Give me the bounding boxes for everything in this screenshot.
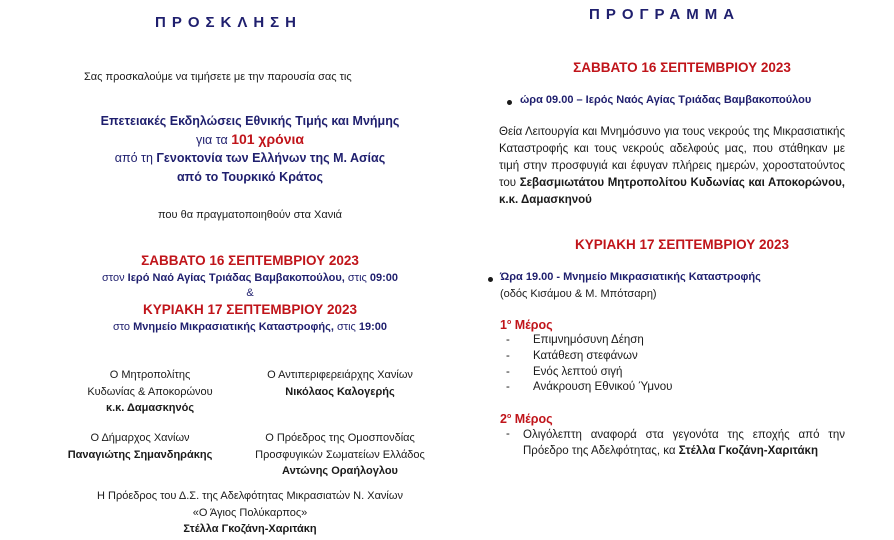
invitation-day1-place: [50, 272, 450, 284]
signatory-metropolitan: [50, 367, 250, 417]
signatory-federation-president: [225, 430, 455, 480]
part2-label: Μέρος: [511, 412, 553, 426]
programme-sunday-item: Ώρα 19.00 - Μνημείο Μικρασιατικής Καταστροφής: [500, 271, 761, 283]
signatory-role: «Ο Άγιος Πολύκαρπος»: [192, 506, 308, 519]
day1-time: 09:00: [369, 272, 399, 284]
signatory-role: Ο Μητροπολίτης: [109, 369, 191, 381]
programme-saturday-heading: ΣΑΒΒΑΤΟ 16 ΣΕΠΤΕΜΒΡΙΟΥ 2023: [573, 60, 791, 75]
part1-item-text: Ενός λεπτού σιγή: [533, 366, 623, 378]
signatory-brotherhood-president: [40, 488, 460, 538]
bullet-icon: [507, 100, 512, 105]
event-line3-bold: Γενοκτονία των Ελλήνων της Μ. Ασίας: [156, 151, 386, 165]
invitation-day2-place: [50, 321, 450, 333]
day2-time: 19:00: [358, 321, 388, 333]
part2-sup: ο: [506, 412, 512, 420]
day1-place: Ιερό Ναό Αγίας Τριάδας Βαμβακοπούλου,: [127, 272, 345, 284]
anniversary-highlight: 101 χρόνια: [231, 131, 304, 147]
day1-place-prefix: στον: [101, 272, 128, 284]
dash-icon: -: [506, 381, 510, 393]
programme-sunday-address: (οδός Κισάμου & Μ. Μπότσαρη): [500, 288, 657, 300]
bullet-icon: [488, 277, 493, 282]
invitation-day2: ΚΥΡΙΑΚΗ 17 ΣΕΠΤΕΜΒΡΙΟΥ 2023: [142, 302, 358, 317]
signatory-name: κ.κ. Δαμασκηνός: [105, 402, 195, 414]
part2-item-text: [523, 427, 845, 459]
event-line2-prefix: για τα: [196, 133, 232, 147]
programme-title: ΠΡΟΓΡΑΜΜΑ: [589, 6, 741, 23]
description-plain: Θεία Λειτουργία και Μνημόσυνο για τους νεκρούς της Μικρασιατικής Καταστροφής και τους νεκρούς αδελφούς μας, που στάθηκαν με τιμή στην προσφυγιά και έφυγαν πλήρεις ημερών, χοροστατούντος του: [499, 126, 845, 189]
ampersand: &: [246, 287, 254, 299]
event-line3-prefix: από τη: [114, 151, 157, 165]
event-title-line3: [50, 151, 450, 165]
signatory-name: Νικόλαος Καλογερής: [285, 385, 395, 398]
signatory-name: Αντώνης Οραήλογλου: [282, 465, 398, 477]
dash-icon: -: [506, 350, 510, 362]
part1-heading: [500, 318, 553, 332]
day1-time-prefix: στις: [344, 272, 370, 284]
invitation-day1: ΣΑΒΒΑΤΟ 16 ΣΕΠΤΕΜΒΡΙΟΥ 2023: [141, 253, 359, 268]
description-bold: Σεβασμιωτάτου Μητροπολίτου Κυδωνίας και Αποκορώνου, κ.κ. Δαμασκηνού: [499, 177, 845, 206]
part1-sup: ο: [506, 318, 512, 326]
event-title-line1: Επετειακές Εκδηλώσεις Εθνικής Τιμής και Μνήμης: [100, 114, 400, 128]
part1-item-text: Ανάκρουση Εθνικού Ύμνου: [533, 381, 673, 393]
programme-saturday-item: ώρα 09.00 – Ιερός Ναός Αγίας Τριάδας Βαμβακοπούλου: [520, 94, 812, 106]
signatory-role: Κυδωνίας & Αποκορώνου: [87, 385, 213, 398]
invitation-intro: Σας προσκαλούμε να τιμήσετε με την παρουσία σας τις: [84, 71, 352, 83]
day2-time-prefix: στις: [333, 321, 359, 333]
signatory-role: Προσφυγικών Σωματείων Ελλάδος: [255, 448, 425, 461]
part2-number: 2: [500, 412, 507, 426]
signatory-mayor: [40, 430, 240, 463]
part1-item-text: Επιμνημόσυνη Δέηση: [533, 334, 644, 346]
event-title-line2: [50, 131, 450, 147]
part2-heading: [500, 412, 553, 426]
signatory-name: Στέλλα Γκοζάνη-Χαριτάκη: [183, 523, 317, 535]
dash-icon: -: [506, 366, 510, 378]
programme-saturday-description: [499, 124, 845, 209]
signatory-role: Η Πρόεδρος του Δ.Σ. της Αδελφότητας Μικρασιατών Ν. Χανίων: [97, 490, 403, 502]
signatory-role: Ο Δήμαρχος Χανίων: [90, 432, 190, 444]
day2-place: Μνημείο Μικρασιατικής Καταστροφής,: [133, 321, 334, 333]
part1-label: Μέρος: [511, 318, 553, 332]
location-intro: που θα πραγματοποιηθούν στα Χανιά: [157, 209, 343, 221]
dash-icon: -: [506, 334, 510, 346]
dash-icon: -: [506, 428, 510, 440]
signatory-name: Παναγιώτης Σημανδηράκης: [67, 448, 213, 461]
signatory-role: Ο Αντιπεριφερειάρχης Χανίων: [267, 369, 413, 381]
programme-sunday-heading: ΚΥΡΙΑΚΗ 17 ΣΕΠΤΕΜΒΡΙΟΥ 2023: [574, 237, 790, 252]
part1-item-text: Κατάθεση στεφάνων: [533, 350, 638, 362]
event-title-line4: από το Τουρκικό Κράτος: [177, 170, 323, 184]
day2-place-prefix: στο: [112, 321, 134, 333]
part2-plain: Ολιγόλεπτη αναφορά στα γεγονότα της εποχής από την Πρόεδρο της Αδελφότητας, κα: [523, 429, 845, 457]
invitation-title: ΠΡΟΣΚΛΗΣΗ: [155, 14, 303, 31]
signatory-deputy-governor: [240, 367, 440, 400]
part2-bold: Στέλλα Γκοζάνη-Χαριτάκη: [678, 445, 818, 457]
part1-number: 1: [500, 318, 507, 332]
signatory-role: Ο Πρόεδρος της Ομοσπονδίας: [265, 432, 415, 444]
